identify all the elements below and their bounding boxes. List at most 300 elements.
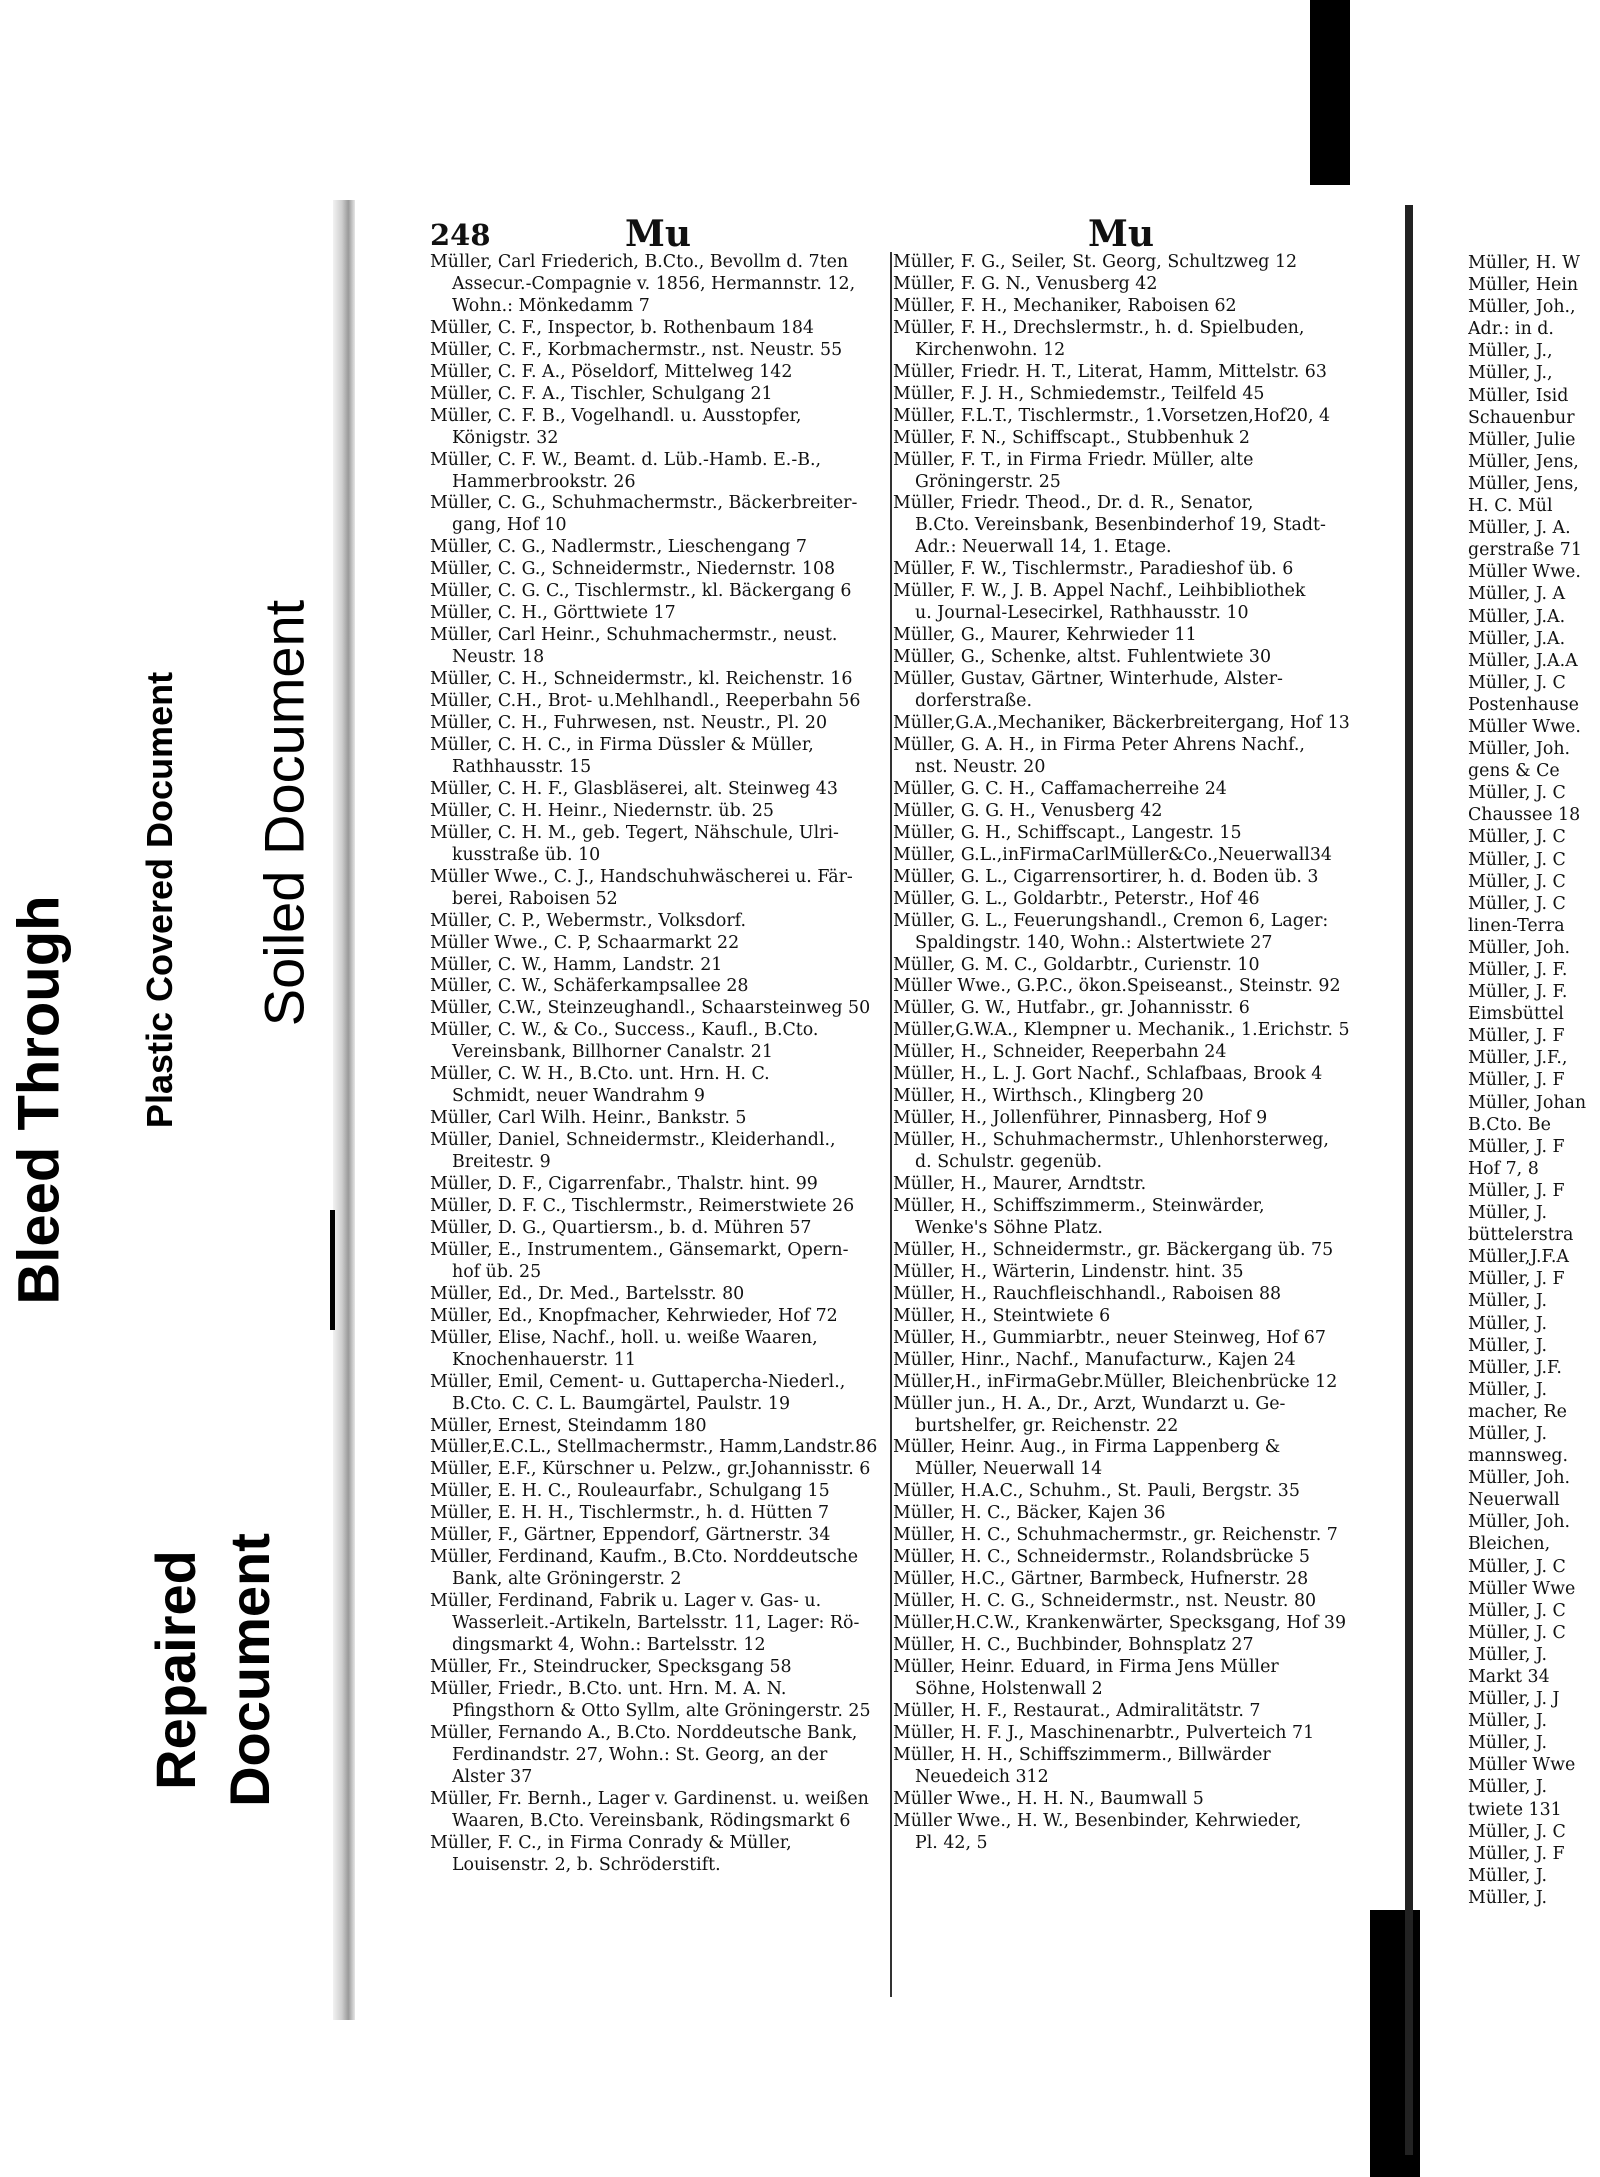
entry-line: Müller, G. G. H., Venusberg 42 bbox=[893, 800, 1163, 821]
partial-entry-line: Müller, J. bbox=[1468, 1644, 1548, 1665]
entry-line: Müller, H., Schneider, Reeperbahn 24 bbox=[893, 1042, 1227, 1063]
directory-entry bbox=[893, 1745, 1358, 1789]
directory-entry bbox=[430, 1108, 888, 1130]
directory-entry bbox=[430, 933, 888, 955]
plastic-covered-text: Plastic Covered Document bbox=[139, 671, 180, 1129]
entry-line: Müller, F. T., in Firma Friedr. Müller, alte bbox=[893, 449, 1254, 470]
entry-line: Wenke's Söhne Platz. bbox=[915, 1217, 1103, 1238]
directory-entry bbox=[893, 428, 1358, 450]
partial-entry-line: Müller, J. F bbox=[1468, 1843, 1565, 1864]
partial-entry-line: macher, Re bbox=[1468, 1401, 1567, 1422]
entry-line: Müller, Neuerwall 14 bbox=[915, 1459, 1103, 1480]
directory-entry bbox=[893, 1525, 1358, 1547]
entry-line: Söhne, Holstenwall 2 bbox=[915, 1678, 1103, 1699]
entry-line: Müller, Ferdinand, Fabrik u. Lager v. Gas- u. bbox=[430, 1591, 822, 1612]
partial-entry-line: Bleichen, bbox=[1468, 1534, 1551, 1555]
partial-entry-line: Müller, J. C bbox=[1468, 849, 1566, 870]
partial-entry-line: B.Cto. Be bbox=[1468, 1114, 1551, 1135]
directory-entry bbox=[893, 1569, 1358, 1591]
entry-line: Schmidt, neuer Wandrahm 9 bbox=[452, 1086, 705, 1107]
entry-line: Königstr. 32 bbox=[452, 427, 559, 448]
partial-entry-line: H. C. Mül bbox=[1468, 496, 1553, 517]
partial-entry-line: Markt 34 bbox=[1468, 1667, 1550, 1687]
partial-entry-line: Müller, J. bbox=[1468, 1313, 1548, 1334]
directory-entry bbox=[430, 1240, 888, 1284]
entry-line: Müller, C.H., Brot- u.Mehlhandl., Reeperbahn 56 bbox=[430, 691, 861, 712]
entry-line: Pl. 42, 5 bbox=[915, 1832, 988, 1853]
entry-line: Müller, C. H. F., Glasbläserei, alt. Steinweg 43 bbox=[430, 778, 838, 799]
entry-line: hof üb. 25 bbox=[452, 1261, 542, 1282]
entry-line: Müller, D. G., Quartiersm., b. d. Mühren 57 bbox=[430, 1217, 812, 1238]
directory-entry bbox=[430, 823, 888, 867]
directory-entry bbox=[430, 1459, 888, 1481]
partial-entry-line: Müller, Johan bbox=[1468, 1092, 1587, 1113]
directory-entry bbox=[430, 669, 888, 691]
entry-line: Vereinsbank, Billhorner Canalstr. 21 bbox=[452, 1042, 773, 1063]
entry-line: Assecur.-Compagnie v. 1856, Hermannstr. 12, bbox=[452, 273, 856, 294]
directory-entry bbox=[430, 1679, 888, 1723]
directory-entry bbox=[893, 252, 1358, 274]
entry-line: Müller, H.A.C., Schuhm., St. Pauli, Bergstr. 35 bbox=[893, 1481, 1300, 1502]
partial-entry-line: Schauenbur bbox=[1468, 407, 1575, 428]
directory-entry bbox=[430, 340, 888, 362]
entry-line: berei, Raboisen 52 bbox=[452, 888, 618, 909]
plastic-covered-label bbox=[130, 590, 190, 1210]
entry-line: Müller, C. F., Inspector, b. Rothenbaum 184 bbox=[430, 317, 814, 338]
partial-entry-line: Müller, J. C bbox=[1468, 1600, 1566, 1621]
entry-line: Müller, H., Schneidermstr., gr. Bäckergang üb. 75 bbox=[893, 1239, 1334, 1260]
directory-entry bbox=[893, 1481, 1358, 1503]
entry-line: Müller, H., Wirthsch., Klingberg 20 bbox=[893, 1086, 1204, 1107]
directory-entry bbox=[893, 889, 1358, 911]
entry-line: Müller, H. C., Bäcker, Kajen 36 bbox=[893, 1503, 1166, 1524]
partial-entry-line: Müller, J. C bbox=[1468, 1556, 1566, 1577]
directory-entry bbox=[893, 1701, 1358, 1723]
directory-entry bbox=[430, 406, 888, 450]
directory-column-next-page bbox=[1468, 252, 1600, 1909]
partial-entry-line: Müller, Joh. bbox=[1468, 1468, 1571, 1489]
entry-line: Müller Wwe., H. W., Besenbinder, Kehrwieder, bbox=[893, 1810, 1302, 1831]
entry-line: Müller, G. H., Schiffscapt., Langestr. 15 bbox=[893, 822, 1242, 843]
directory-entry bbox=[430, 537, 888, 559]
directory-entry bbox=[430, 1591, 888, 1657]
directory-entry bbox=[430, 362, 888, 384]
entry-line: kusstraße üb. 10 bbox=[452, 844, 601, 865]
directory-entry bbox=[893, 647, 1358, 669]
entry-line: Müller, H. F. J., Maschinenarbtr., Pulverteich 71 bbox=[893, 1722, 1315, 1743]
entry-line: Müller, Carl Heinr., Schuhmachermstr., neust. bbox=[430, 625, 838, 646]
partial-entry-line: Müller, J. F bbox=[1468, 1269, 1565, 1290]
entry-line: Müller, C. H. Heinr., Niedernstr. üb. 25 bbox=[430, 800, 774, 821]
entry-line: Müller, H., Schuhmachermstr., Uhlenhorsterweg, bbox=[893, 1130, 1329, 1151]
partial-entry-line: Müller, Jens, bbox=[1468, 473, 1579, 494]
entry-line: d. Schulstr. gegenüb. bbox=[915, 1152, 1103, 1173]
partial-entry-line: Eimsbüttel bbox=[1468, 1004, 1564, 1025]
directory-entry bbox=[430, 1437, 888, 1459]
entry-line: Müller, G. W., Hutfabr., gr. Johannisstr. 6 bbox=[893, 998, 1250, 1019]
partial-entry-line: Müller,J.F.A bbox=[1468, 1247, 1569, 1268]
partial-entry-line: Müller, J. C bbox=[1468, 1821, 1566, 1842]
partial-entry-line: Müller, J. bbox=[1468, 1733, 1548, 1754]
entry-line: Müller, G. C. H., Caffamacherreihe 24 bbox=[893, 778, 1227, 799]
directory-column-left bbox=[430, 252, 888, 1877]
entry-line: Müller, F. W., Tischlermstr., Paradieshof üb. 6 bbox=[893, 559, 1294, 580]
entry-line: Müller, C. F. A., Pöseldorf, Mittelweg 142 bbox=[430, 361, 793, 382]
directory-entry bbox=[430, 1196, 888, 1218]
entry-line: Kirchenwohn. 12 bbox=[915, 339, 1066, 360]
entry-line: Spaldingstr. 140, Wohn.: Alstertwiete 27 bbox=[915, 932, 1273, 953]
partial-entry-line: Chaussee 18 bbox=[1468, 805, 1581, 826]
directory-entry bbox=[893, 1503, 1358, 1525]
entry-line: B.Cto. Vereinsbank, Besenbinderhof 19, Stadt- bbox=[915, 515, 1326, 536]
partial-entry-line: Müller, J., bbox=[1468, 363, 1553, 384]
partial-entry-line: Müller, J. A bbox=[1468, 584, 1566, 605]
directory-entry bbox=[430, 976, 888, 998]
entry-line: Müller, H., Steintwiete 6 bbox=[893, 1305, 1111, 1326]
entry-line: Müller, C. P., Webermstr., Volksdorf. bbox=[430, 910, 746, 931]
directory-entry bbox=[430, 1284, 888, 1306]
partial-entry-line: Müller Wwe. bbox=[1468, 716, 1581, 737]
entry-line: Müller, C. G., Schneidermstr., Niedernstr. 108 bbox=[430, 559, 836, 580]
partial-entry-line: Müller, Hein bbox=[1468, 275, 1579, 296]
partial-entry-line: gens & Ce bbox=[1468, 761, 1560, 782]
entry-line: u. Journal-Lesecirkel, Rathhausstr. 10 bbox=[915, 603, 1249, 624]
directory-entry bbox=[430, 1130, 888, 1174]
entry-line: Müller, E., Instrumentem., Gänsemarkt, Opern- bbox=[430, 1239, 849, 1260]
repaired-line-1: Repaired bbox=[143, 1550, 207, 1790]
entry-line: Müller, G., Maurer, Kehrwieder 11 bbox=[893, 625, 1197, 646]
partial-entry-line: Müller, J. C bbox=[1468, 871, 1566, 892]
directory-entry bbox=[430, 1723, 888, 1789]
entry-line: Müller, Ed., Dr. Med., Bartelsstr. 80 bbox=[430, 1283, 745, 1304]
entry-line: Müller, H., Rauchfleischhandl., Raboisen 88 bbox=[893, 1283, 1282, 1304]
entry-line: Müller, C. H. C., in Firma Düssler & Müller, bbox=[430, 734, 814, 755]
directory-entry bbox=[893, 1635, 1358, 1657]
directory-entry bbox=[893, 1789, 1358, 1811]
directory-entry bbox=[893, 493, 1358, 559]
partial-entry-line: Postenhause bbox=[1468, 694, 1579, 715]
directory-entry bbox=[893, 911, 1358, 955]
entry-line: Müller, C. H., Görttwiete 17 bbox=[430, 603, 676, 624]
partial-entry-line: Müller, J. bbox=[1468, 1711, 1548, 1732]
directory-entry bbox=[893, 450, 1358, 494]
entry-line: Müller Wwe., C. P, Schaarmarkt 22 bbox=[430, 932, 740, 953]
directory-entry bbox=[430, 801, 888, 823]
entry-line: Müller, C. F. A., Tischler, Schulgang 21 bbox=[430, 383, 773, 404]
directory-entry bbox=[430, 998, 888, 1020]
partial-entry-line: Müller, J.F., bbox=[1468, 1048, 1568, 1069]
directory-entry bbox=[893, 1284, 1358, 1306]
entry-line: Müller, H. C. G., Schneidermstr., nst. Neustr. 80 bbox=[893, 1591, 1317, 1612]
directory-entry bbox=[893, 1130, 1358, 1174]
entry-line: Müller, H. C., Buchbinder, Bohnsplatz 27 bbox=[893, 1635, 1254, 1656]
entry-line: Müller, H.C., Gärtner, Barmbeck, Hufnerstr. 28 bbox=[893, 1569, 1309, 1590]
entry-line: Müller, G. L., Feuerungshandl., Cremon 6, Lager: bbox=[893, 910, 1329, 931]
bleed-through-text: Bleed Through bbox=[6, 895, 72, 1305]
entry-line: Müller, C.W., Steinzeughandl., Schaarsteinweg 50 bbox=[430, 998, 871, 1019]
entry-line: Müller, H., Wärterin, Lindenstr. hint. 35 bbox=[893, 1261, 1244, 1282]
partial-entry-line: Müller, J. bbox=[1468, 1379, 1548, 1400]
entry-line: Müller, F. H., Mechaniker, Raboisen 62 bbox=[893, 295, 1237, 316]
directory-entry bbox=[893, 1811, 1358, 1855]
repaired-text bbox=[139, 1533, 287, 1807]
partial-entry-line: Müller, Isid bbox=[1468, 385, 1569, 406]
repaired-line-2: Document bbox=[217, 1533, 281, 1807]
directory-entry bbox=[430, 1328, 888, 1372]
partial-entry-line: Neuerwall bbox=[1468, 1490, 1560, 1511]
entry-line: Knochenhauerstr. 11 bbox=[452, 1349, 636, 1370]
scan-mark-left bbox=[330, 1210, 335, 1330]
entry-line: Müller, C. F. W., Beamt. d. Lüb.-Hamb. E.-B., bbox=[430, 449, 822, 470]
entry-line: Müller, H. H., Schiffszimmerm., Billwärder bbox=[893, 1744, 1271, 1765]
partial-entry-line: Müller, H. W bbox=[1468, 253, 1580, 273]
directory-entry bbox=[893, 998, 1358, 1020]
entry-line: Müller, H. C., Schneidermstr., Rolandsbrücke 5 bbox=[893, 1547, 1310, 1568]
partial-entry-line: Müller, J. F bbox=[1468, 1026, 1565, 1047]
entry-line: Müller,H.C.W., Krankenwärter, Specksgang, Hof 39 bbox=[893, 1613, 1347, 1634]
partial-entry-line: Müller, Julie bbox=[1468, 429, 1576, 450]
entry-line: Müller, C. W., Hamm, Landstr. 21 bbox=[430, 954, 723, 975]
entry-line: Müller, Ferdinand, Kaufm., B.Cto. Norddeutsche bbox=[430, 1547, 859, 1568]
directory-entry bbox=[430, 1503, 888, 1525]
directory-entry bbox=[893, 1657, 1358, 1701]
entry-line: Waaren, B.Cto. Vereinsbank, Rödingsmarkt 6 bbox=[452, 1810, 851, 1831]
entry-line: Müller, Carl Friederich, B.Cto., Bevollm d. 7ten bbox=[430, 252, 849, 272]
entry-line: Wohn.: Mönkedamm 7 bbox=[452, 295, 650, 316]
directory-entry bbox=[893, 823, 1358, 845]
entry-line: Müller jun., H. A., Dr., Arzt, Wundarzt u. Ge- bbox=[893, 1393, 1286, 1414]
entry-line: Müller, H. C., Schuhmachermstr., gr. Reichenstr. 7 bbox=[893, 1525, 1338, 1546]
entry-line: Müller, Elise, Nachf., holl. u. weiße Waaren, bbox=[430, 1327, 818, 1348]
partial-entry-line: Müller, Joh. bbox=[1468, 739, 1571, 760]
directory-entry bbox=[893, 955, 1358, 977]
entry-line: Müller Wwe., C. J., Handschuhwäscherei u. Fär- bbox=[430, 866, 853, 887]
partial-entry-line: Müller, Joh. bbox=[1468, 1512, 1571, 1533]
partial-entry-line: Müller, J. F. bbox=[1468, 960, 1568, 980]
entry-line: Müller Wwe., G.P.C., ökon.Speiseanst., Steinstr. 92 bbox=[893, 976, 1341, 997]
entry-line: Gröningerstr. 25 bbox=[915, 471, 1061, 492]
entry-line: Müller, Heinr. Aug., in Firma Lappenberg & bbox=[893, 1437, 1281, 1458]
directory-entry bbox=[893, 1306, 1358, 1328]
partial-entry-line: Müller, J., bbox=[1468, 341, 1553, 362]
entry-line: dorferstraße. bbox=[915, 691, 1032, 712]
directory-entry bbox=[430, 955, 888, 977]
entry-line: Müller, D. F., Cigarrenfabr., Thalstr. hint. 99 bbox=[430, 1174, 818, 1195]
entry-line: Alster 37 bbox=[452, 1766, 533, 1787]
partial-entry-line: mannsweg. bbox=[1468, 1446, 1569, 1467]
entry-line: Müller, Ernest, Steindamm 180 bbox=[430, 1415, 707, 1436]
entry-line: Müller, G. L., Goldarbtr., Peterstr., Hof 46 bbox=[893, 888, 1260, 909]
entry-line: Breitestr. 9 bbox=[452, 1152, 551, 1173]
directory-entry bbox=[893, 801, 1358, 823]
directory-entry bbox=[893, 976, 1358, 998]
page-edge-shadow bbox=[333, 200, 355, 2020]
partial-entry-line: Müller, J. bbox=[1468, 1865, 1548, 1886]
entry-line: Müller, C. G., Schuhmachermstr., Bäckerbreiter- bbox=[430, 493, 858, 514]
entry-line: Müller, F. W., J. B. Appel Nachf., Leihbibliothek bbox=[893, 581, 1306, 602]
directory-entry bbox=[430, 318, 888, 340]
entry-line: B.Cto. C. C. L. Baumgärtel, Paulstr. 19 bbox=[452, 1393, 791, 1414]
directory-entry bbox=[893, 318, 1358, 362]
partial-entry-line: Müller, J. F bbox=[1468, 1180, 1565, 1201]
directory-entry bbox=[893, 1437, 1358, 1481]
directory-entry bbox=[893, 362, 1358, 384]
partial-entry-line: Adr.: in d. bbox=[1468, 319, 1554, 340]
entry-line: Müller, F. H., Drechslermstr., h. d. Spielbuden, bbox=[893, 317, 1305, 338]
directory-entry bbox=[430, 779, 888, 801]
entry-line: gang, Hof 10 bbox=[452, 515, 567, 536]
directory-entry bbox=[893, 1042, 1358, 1064]
partial-entry-line: linen-Terra bbox=[1468, 915, 1565, 936]
directory-entry bbox=[430, 1525, 888, 1547]
entry-line: Müller, E. H. H., Tischlermstr., h. d. Hütten 7 bbox=[430, 1503, 830, 1524]
directory-entry bbox=[893, 1240, 1358, 1262]
partial-entry-line: Müller, J. F bbox=[1468, 1136, 1565, 1157]
entry-line: Müller, F. J. H., Schmiedemstr., Teilfeld 45 bbox=[893, 383, 1265, 404]
partial-entry-line: Müller, J.A.A bbox=[1468, 650, 1578, 671]
partial-entry-line: twiete 131 bbox=[1468, 1799, 1562, 1820]
directory-entry bbox=[893, 1372, 1358, 1394]
directory-entry bbox=[430, 1657, 888, 1679]
directory-entry bbox=[893, 559, 1358, 581]
directory-entry bbox=[430, 1789, 888, 1833]
entry-line: Müller,G.W.A., Klempner u. Mechanik., 1.Erichstr. 5 bbox=[893, 1020, 1350, 1041]
partial-entry-line: Müller Wwe bbox=[1468, 1755, 1576, 1776]
entry-line: Müller, F.L.T., Tischlermstr., 1.Vorsetzen,Hof20, 4 bbox=[893, 405, 1331, 426]
entry-line: Müller, H. F., Restaurat., Admiralitätstr. 7 bbox=[893, 1700, 1261, 1721]
directory-entry bbox=[430, 1833, 888, 1877]
directory-entry bbox=[893, 1174, 1358, 1196]
entry-line: Müller, C. F. B., Vogelhandl. u. Ausstopfer, bbox=[430, 405, 802, 426]
entry-line: Hammerbrookstr. 26 bbox=[452, 471, 636, 492]
directory-entry bbox=[430, 559, 888, 581]
directory-entry bbox=[430, 691, 888, 713]
entry-line: Müller, G. L., Cigarrensortirer, h. d. Boden üb. 3 bbox=[893, 866, 1319, 887]
soiled-text: Soiled Document bbox=[252, 599, 316, 1026]
directory-entry bbox=[893, 735, 1358, 779]
running-head-right: Mu bbox=[1088, 213, 1155, 255]
partial-entry-line: Müller, J. C bbox=[1468, 827, 1566, 848]
entry-line: Müller, Fernando A., B.Cto. Norddeutsche Bank, bbox=[430, 1722, 858, 1743]
entry-line: Müller, C. H., Schneidermstr., kl. Reichenstr. 16 bbox=[430, 669, 853, 690]
entry-line: Müller, G.L.,inFirmaCarlMüller&Co.,Neuerwall34 bbox=[893, 844, 1332, 865]
directory-entry bbox=[893, 845, 1358, 867]
entry-line: Müller, Gustav, Gärtner, Winterhude, Alster- bbox=[893, 669, 1283, 690]
partial-entry-line: Müller, J. C bbox=[1468, 672, 1566, 693]
directory-entry bbox=[430, 735, 888, 779]
entry-line: Müller,G.A.,Mechaniker, Bäckerbreitergang, Hof 13 bbox=[893, 713, 1350, 734]
directory-entry bbox=[893, 625, 1358, 647]
partial-entry-line: Müller, J.A. bbox=[1468, 606, 1566, 627]
entry-line: Wasserleit.-Artikeln, Bartelsstr. 11, Lager: Rö- bbox=[452, 1613, 860, 1634]
partial-entry-line: Müller, J. J bbox=[1468, 1689, 1560, 1710]
entry-line: Pfingsthorn & Otto Syllm, alte Gröningerstr. 25 bbox=[452, 1700, 871, 1721]
directory-entry bbox=[430, 1020, 888, 1064]
partial-entry-line: Müller, J.A. bbox=[1468, 628, 1566, 649]
entry-line: burtshelfer, gr. Reichenstr. 22 bbox=[915, 1415, 1179, 1436]
partial-entry-line: Müller, J. A. bbox=[1468, 518, 1571, 539]
directory-entry bbox=[430, 1218, 888, 1240]
directory-entry bbox=[893, 1613, 1358, 1635]
partial-entry-line: Müller, J. C bbox=[1468, 893, 1566, 914]
partial-entry-line: Hof 7, 8 bbox=[1468, 1158, 1539, 1179]
entry-line: dingsmarkt 4, Wohn.: Bartelsstr. 12 bbox=[452, 1635, 766, 1656]
repaired-label bbox=[95, 1420, 330, 1920]
partial-entry-line: Müller Wwe bbox=[1468, 1578, 1576, 1599]
entry-line: Müller, H., Maurer, Arndtstr. bbox=[893, 1174, 1147, 1195]
entry-line: Neuedeich 312 bbox=[915, 1766, 1049, 1787]
entry-line: Müller, Friedr. H. T., Literat, Hamm, Mittelstr. 63 bbox=[893, 361, 1327, 382]
entry-line: Müller, C. F., Korbmachermstr., nst. Neustr. 55 bbox=[430, 339, 843, 360]
directory-entry bbox=[430, 603, 888, 625]
entry-line: Müller,H., inFirmaGebr.Müller, Bleichenbrücke 12 bbox=[893, 1371, 1338, 1392]
entry-line: Müller, Emil, Cement- u. Guttapercha-Niederl., bbox=[430, 1371, 846, 1392]
entry-line: Müller, C. H., Fuhrwesen, nst. Neustr., Pl. 20 bbox=[430, 713, 828, 734]
directory-entry bbox=[430, 625, 888, 669]
directory-entry bbox=[430, 1416, 888, 1438]
bleed-through-label bbox=[0, 780, 78, 1420]
entry-line: Müller, Hinr., Nachf., Manufacturw., Kajen 24 bbox=[893, 1349, 1296, 1370]
directory-entry bbox=[893, 384, 1358, 406]
entry-line: Müller, Heinr. Eduard, in Firma Jens Müller bbox=[893, 1657, 1279, 1677]
directory-entry bbox=[430, 911, 888, 933]
partial-entry-line: Müller, J. bbox=[1468, 1291, 1548, 1312]
partial-entry-line: Müller, J. C bbox=[1468, 783, 1566, 804]
directory-entry bbox=[893, 1262, 1358, 1284]
entry-line: Müller, F. G. N., Venusberg 42 bbox=[893, 273, 1158, 294]
directory-entry bbox=[893, 1196, 1358, 1240]
partial-entry-line: Müller, J. bbox=[1468, 1335, 1548, 1356]
directory-entry bbox=[430, 493, 888, 537]
directory-entry bbox=[430, 1064, 888, 1108]
partial-entry-line: Müller, J. F bbox=[1468, 1070, 1565, 1091]
directory-entry bbox=[893, 274, 1358, 296]
entry-line: Müller, Carl Wilh. Heinr., Bankstr. 5 bbox=[430, 1108, 747, 1129]
directory-entry bbox=[430, 867, 888, 911]
entry-line: Müller, Daniel, Schneidermstr., Kleiderhandl., bbox=[430, 1130, 836, 1151]
directory-entry bbox=[893, 1723, 1358, 1745]
running-head-left: Mu bbox=[625, 213, 692, 255]
entry-line: Müller, C. H. M., geb. Tegert, Nähschule, Ulri- bbox=[430, 822, 839, 843]
directory-entry bbox=[430, 450, 888, 494]
entry-line: Ferdinandstr. 27, Wohn.: St. Georg, an der bbox=[452, 1744, 828, 1765]
entry-line: Müller, H., L. J. Gort Nachf., Schlafbaas, Brook 4 bbox=[893, 1064, 1323, 1085]
partial-entry-line: Müller, J.F. bbox=[1468, 1357, 1562, 1378]
directory-entry bbox=[430, 1481, 888, 1503]
entry-line: Müller, Fr. Bernh., Lager v. Gardinenst. u. weißen bbox=[430, 1788, 869, 1809]
partial-entry-line: Müller, Joh., bbox=[1468, 297, 1576, 318]
entry-line: Rathhausstr. 15 bbox=[452, 756, 592, 777]
entry-line: Müller, E.F., Kürschner u. Pelzw., gr.Johannisstr. 6 bbox=[430, 1459, 871, 1480]
directory-entry bbox=[430, 384, 888, 406]
soiled-label bbox=[238, 525, 330, 1100]
directory-entry bbox=[430, 1306, 888, 1328]
directory-entry bbox=[893, 867, 1358, 889]
entry-line: Müller, H., Gummiarbtr., neuer Steinweg, Hof 67 bbox=[893, 1327, 1326, 1348]
directory-entry bbox=[893, 1394, 1358, 1438]
directory-column-right bbox=[893, 252, 1358, 1855]
partial-entry-line: Müller, Joh. bbox=[1468, 937, 1571, 958]
directory-entry bbox=[893, 713, 1358, 735]
entry-line: Müller, Friedr. Theod., Dr. d. R., Senator, bbox=[893, 493, 1254, 514]
partial-entry-line: Müller, J. bbox=[1468, 1203, 1548, 1224]
entry-line: Müller, C. W., Schäferkampsallee 28 bbox=[430, 976, 749, 997]
entry-line: Müller, C. W. H., B.Cto. unt. Hrn. H. C. bbox=[430, 1064, 770, 1085]
entry-line: nst. Neustr. 20 bbox=[915, 756, 1046, 777]
entry-line: Louisenstr. 2, b. Schröderstift. bbox=[452, 1854, 721, 1875]
directory-entry bbox=[430, 1174, 888, 1196]
entry-line: Müller, Fr., Steindrucker, Specksgang 58 bbox=[430, 1657, 792, 1677]
